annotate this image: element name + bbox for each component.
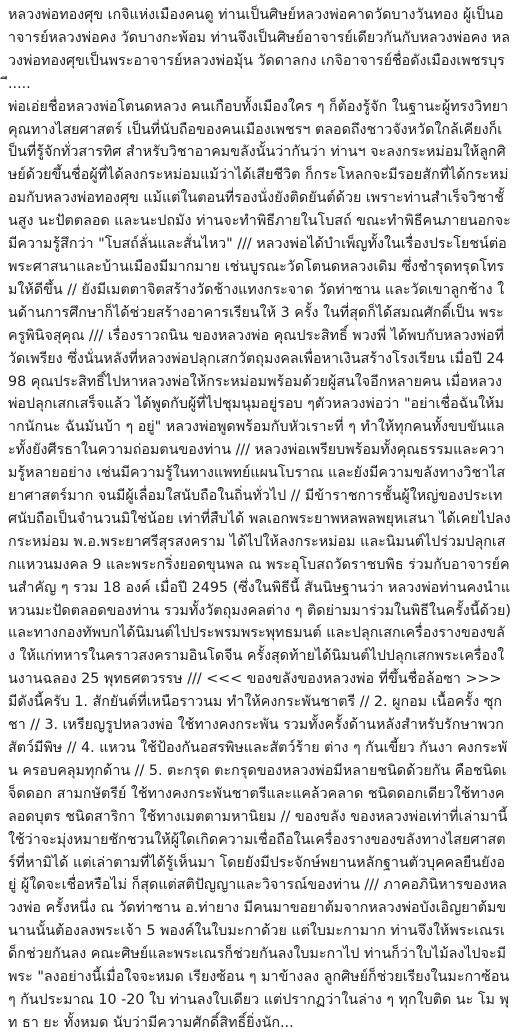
paragraph-biography: พ่อเอ่ยชื่อหลวงพ่อโตนดหลวง คนเกือบทั้งเมืองใคร ๆ ก็ต้องรู้จัก ในฐานะผู้ทรงวิทยาคุณทางไสยศาสตร์ เป็นที่นับถือของคนเมืองเพชรฯ ตลอดถึงชาวจังหวัดใกล้เคียงก็เป็นที่รู้จักทั่วสารทิศ สำหรับวิชาอาคมขลังนั้นว่ากันว่า ท่านฯ จะลงกระหม่อมให้ลูกศิษย์ด้วยขึ้นชื่อผู้ที่ได้ลงกระหม่อมแม้ว่าได้เสียชีวิต ก็กระโหลกจะมีรอยสักที่ได้กระหม่อมกับหลวงพ่อทองศุข แม้แต่ในตอนที่รองนั่งยังติดยันต์ด้วย เพราะท่านสำเร็จวิชาชั้นสูง นะปัตตลอด และนะปถมัง ท่านจะทำพิธีภายในโบสถ์ ขณะทำพิธีคนภายนอกจะมีความรู้สึกว่า "โบสถ์ลั่นและสั่นไหว" /// หลวงพ่อได้บำเพ็ญทั้งในเรื่องประโยชน์ต่อพระศาสนาและบ้านเมืองมีมากมาย เช่นบูรณะวัดโตนดหลวงเดิม ซึ่งชำรุดทรุดโทรมให้ดีขึ้น // ยังมีเมตตาจิตสร้างวัดช้างแทงกระจาด วัดท่าซาน และวัดเขาลูกช้าง ในด้านการศึกษาก็ได้ช่วยสร้างอาคารเรียนให้ 3 ครั้ง ในที่สุดก็ได้สมณศักดิ์เป็น พระครูพินิจสุคุณ /// เรื่องราวถนิน ของหลวงพ่อ คุณประสิทธิ์ พวงพี่ ได้พบกับหลวงพ่อที่วัดเพรียง ซึ่งนั่นหลังที่หลวงพ่อปลุกเสกวัตถุมงคลเพื่อหาเงินสร้างโรงเรียน เมื่อปี 2498 คุณประสิทธิ์ไปหาหลวงพ่อให้กระหม่อมพร้อมด้วยผู้สนใจอีกหลายคน เมื่อหลวงพ่อปลุกเสกเสร็จแล้ว ได้พูดกับผู้ที่ไปชุมนุมอยู่รอบ ๆตัวหลวงพ่อว่า "อย่าเชื่อฉันให้มากนักนะ ฉันมันบ้า ๆ อยู่" หลวงพ่อพูดพร้อมกับหัวเราะที่ ๆ ทำให้ทุกคนทั้งขบขันและทั้งยังศีรธาในความถ่อมตนของท่าน /// หลวงพ่อเพรียบพร้อมทั้งคุณธรรมและความรู้หลายอย่าง เช่นมีความรู้ในทางแพทย์แผนโบราณ และยังมีความขลังทางวิชาไสยาศาสตร์มาก จนมีผู้เลื่อมใสนับถือในถิ่นทั่วไป // มีข้าราชการชั้นผู้ใหญ่ของประเทศนับถือเป็นจำนวนมิใช่น้อย เท่าที่สืบได้ พลเอกพระยาพหลพลพยุหเสนา ได้เคยไปลงกระหม่อม พ.อ.พระยาศรีสุรสงคราม ได้ไปให้ลงกระหม่อม และนิมนต์ไปร่วมปลุกเสกแหวนมงคล 9 และพระกริ่งยอดขุนพล ณ พระอุโบสถวัดราชบพิธ ร่วมกับอาจารย์คนสำคัญ ๆ รวม 18 องค์ เมื่อปี 2495 (ซึ่งในพิธีนี้ สันนิษฐานว่า หลวงพ่อท่านคงนำแหวนมะปัดตลอดของท่าน รวมทั้งวัตถุมงคลต่าง ๆ ติดย่ามมาร่วมในพิธีในครั้งนี้ด้วย) และทางกองทัพบกได้นิมนต์ไปประพรมพระพุทธมนต์ และปลุกเสกเครื่องรางของขลัง ให้แก่ทหารในคราวสงครามอินโดจีน ครั้งสุดท้ายได้นิมนต์ไปปลุกเสกพระเครื่องในงานฉลอง 25 พุทธศตวรรษ /// <<< ของขลังของหลวงพ่อ ที่ขึ้นชื่อล้อซา >>> มีดังนี้ครับ 1. สักยันต์ที่เหนือราวนม ทำให้คงกระพันชาตรี // 2. ผูกอม เนื้อครั้ง ซุกชา // 3. เหรียญรูปหลวงพ่อ ใช้ทางคงกระพัน รวมทั้งครั้งด้านหลังสำหรับรักษาพวกสัตว์มีพิษ // 4. แหวน ใช้ป้องกันอสรพิษและสัตว์ร้าย ต่าง ๆ กันเขี้ยว กันงา คงกระพัน ครอบคลุมทุกด้าน // 5. ตะกรุด ตะกรุดของหลวงพ่อมีหลายชนิดด้วยกัน คือชนิดเจ็ดดอก สามกษัตรีย์ ใช้ทางคงกระพันชาตรีและแคล้วคลาด ชนิดดอกเดียวใช้ทางคลอดบุตร ชนิดสาริกา ใช้ทางเมตตามหานิยม // ของขลัง ของหลวงพ่อเท่าที่เล่ามานี้ ใช้ว่าจะมุ่งหมายชักชวนให้ผู้ใดเกิดความเชื่อถือในเครื่องรางของขลังทางไสยศาสตร์ที่หามิได้ แต่เล่าตามที่ได้รู้เห็นมา โดยยังมีประจักษ์พยานหลักฐานตัวบุคคลยืนยังอยู่ ผู้ใดจะเชื่อหรือไม่ ก็สุดแต่สติปัญญาและวิจารณ์ของท่าน /// ภาคอภินิหารของหลวงพ่อ ครั้งหนึ่ง ณ วัดท่าซาน อ.ท่ายาง มีคนมาขอยาต้มจากหลวงพ่อบังเอิญยาต้มขนานนั้นต้องลงพระเจ้า 5 พองค์ในใบมะกาด้วย แต่ใบมะกามาก ท่านจึงให้พระเณรเด็กช่วยกันลง คณะศิษย์และพระเณรก็ช่วยกันลงใบมะกาไป ท่านก็ว่าใบไม้ลงไปจะมีพระ "ลงอย่างนี้เมื่อใจจะหมด เรียงซ้อน ๆ มาข้างลง ลูกศิษย์ก็ช่วยเรียงในมะกาซ้อน ๆ กันประมาณ 10 -20 ใบ ท่านลงใบเดียว แต่ปรากฏว่าในล่าง ๆ ทุกใบติด นะ โม พุท ธา ยะ ทั้งหมด นับว่ามีความศักดิ์สิทธิ์ยิ่งนัก...: [8, 98, 511, 1031]
paragraph-intro: หลวงพ่อทองศุข เกจิแห่งเมืองคนดู ท่านเป็นศิษย์หลวงพ่อคาดวัดบางวันทอง ผู้เป็นอาจารย์หลวงพ่อคง วัดบางกะพ้อม ท่านจึงเป็นศิษย์อาจารย์เดียวกันกับหลวงพ่อคง หลวงพ่อทองศุขเป็นพระอาจารย์หลวงพ่อมุ้น วัดดาลกง เกจิอาจารย์ชื่อดังเมืองเพชรบุรี.....: [8, 7, 510, 92]
